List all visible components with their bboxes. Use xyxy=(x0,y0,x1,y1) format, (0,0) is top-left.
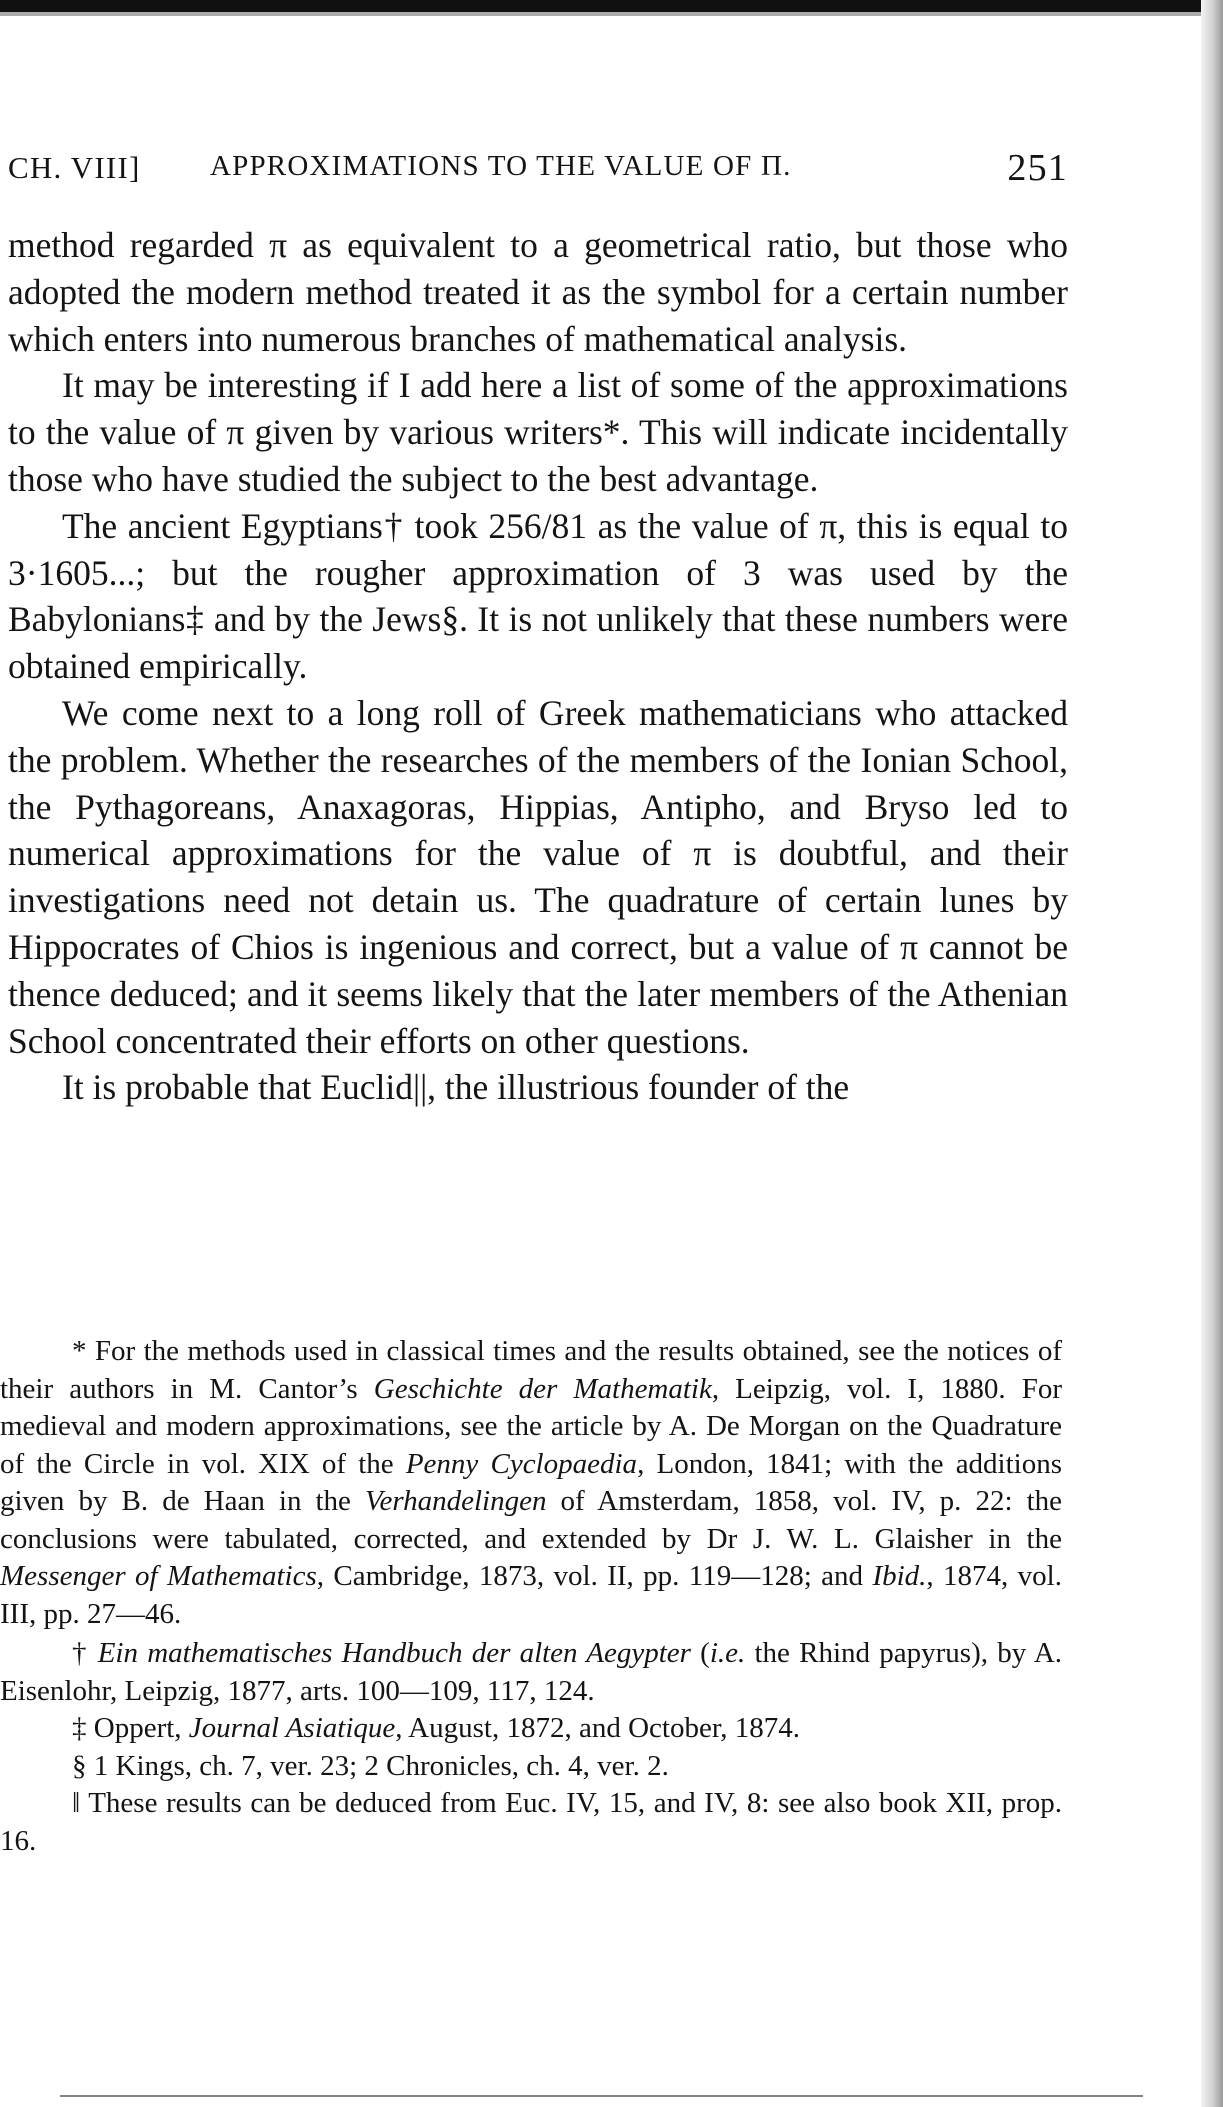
paragraph-5: It is probable that Euclid||, the illustrious founder of the xyxy=(62,1067,850,1108)
scan-top-edge xyxy=(0,0,1223,12)
footnote-asterisk: * For the methods used in classical times and the results obtained, see the notices of their authors in M. Cantor’s Geschichte der Mathematik, Leipzig, vol. I, 1880. For medieval and modern approximations, see the article by A. De Morgan on the Quadrature of the Circle in vol. XIX of the Penny Cyclopaedia, London, 1841; with the additions given by B. de Haan in the Verhandelingen of Amsterdam, 1858, vol. IV, p. 22: the conclusions were tabulated, corrected, and extended by Dr J. W. L. Glaisher in the Messenger of Mathematics, Cambridge, 1873, vol. II, pp. 119—128; and Ibid., 1874, vol. III, pp. 27—46. xyxy=(0,1335,1063,1630)
chapter-label: CH. VIII] xyxy=(8,150,141,185)
footnote-double-dagger: ‡ Oppert, Journal Asiatique, August, 1872, and October, 1874. xyxy=(72,1712,801,1744)
footnotes xyxy=(0,1333,1062,1860)
paragraph-2: It may be interesting if I add here a list of some of the approximations to the value of π given by various writers*. This will indicate incidentally those who have studied the subject to the best advantage. xyxy=(8,365,1068,499)
running-header xyxy=(8,147,1068,196)
scan-top-shadow xyxy=(0,12,1223,16)
footnote-parallel: ‖ These results can be deduced from Euc. IV, 15, and IV, 8: see also book XII, prop. 16. xyxy=(0,1787,1062,1857)
footnote-section: § 1 Kings, ch. 7, ver. 23; 2 Chronicles, ch. 4, ver. 2. xyxy=(72,1749,669,1782)
running-title: APPROXIMATIONS TO THE VALUE OF Π. xyxy=(210,150,792,182)
page-number: 251 xyxy=(1007,147,1068,189)
scan-bottom-rule xyxy=(60,2095,1143,2097)
scan-right-edge xyxy=(1201,0,1223,2107)
paragraph-4: We come next to a long roll of Greek mathematicians who attacked the problem. Whether the researches of the members of the Ionian School, the Pythagoreans, Anaxagoras, Hippias, Antipho, and Bryso led to numerical approximations for the value of π is doubtful, and their investigations need not detain us. The quadrature of certain lunes by Hippocrates of Chios is ingenious and correct, but a value of π cannot be thence deduced; and it seems likely that the later members of the Athenian School concentrated their efforts on other questions. xyxy=(8,692,1068,1061)
footnote-dagger: † Ein mathematisches Handbuch der alten Aegypter (i.e. the Rhind papyrus), by A. Eisenlohr, Leipzig, 1877, arts. 100—109, 117, 124. xyxy=(0,1637,1063,1707)
main-text xyxy=(8,222,1068,1111)
paragraph-1: method regarded π as equivalent to a geometrical ratio, but those who adopted the modern method treated it as the symbol for a certain number which enters into numerous branches of mathematical analysis. xyxy=(8,225,1068,359)
paragraph-3: The ancient Egyptians† took 256/81 as the value of π, this is equal to 3·1605...; but the rougher approximation of 3 was used by the Babylonians‡ and by the Jews§. It is not unlikely that these numbers were obtained empirically. xyxy=(8,505,1068,687)
